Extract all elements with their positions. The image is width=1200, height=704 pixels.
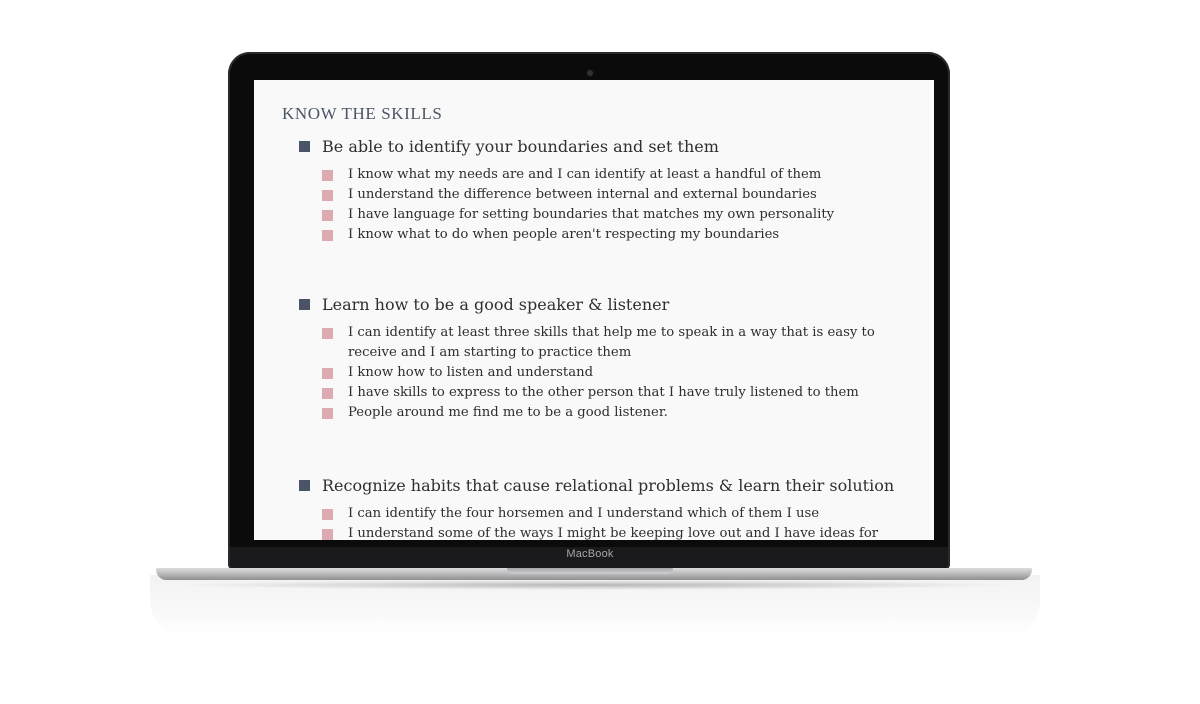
- checklist-item-text: I know what to do when people aren't respecting my boundaries: [348, 227, 780, 242]
- square-bullet-icon: [299, 480, 310, 491]
- square-bullet-icon: [299, 141, 310, 152]
- checkbox-square-icon: [322, 230, 333, 241]
- checklist-item: [322, 383, 922, 403]
- section-relational-habits: [282, 473, 922, 540]
- checklist: [282, 504, 922, 540]
- webcam: [587, 70, 593, 76]
- checkbox-square-icon: [322, 368, 333, 379]
- section-speaker-listener: [282, 292, 922, 423]
- section-title-text: Be able to identify your boundaries and set them: [322, 136, 719, 156]
- section-title: [299, 473, 922, 497]
- checklist-item-text: People around me find me to be a good listener.: [348, 405, 668, 420]
- section-title: [299, 292, 922, 316]
- checklist-item: [322, 363, 922, 383]
- laptop-screen: [254, 80, 934, 540]
- brand-label: MacBook: [566, 548, 614, 560]
- slide-heading: KNOW THE SKILLS: [282, 104, 443, 123]
- checklist-item-text: I know what my needs are and I can identify at least a handful of them: [348, 167, 822, 182]
- slide-content: [282, 104, 922, 540]
- checkbox-square-icon: [322, 170, 333, 181]
- checklist-item: [322, 225, 922, 245]
- checkbox-square-icon: [322, 408, 333, 419]
- lid-opening-notch: [507, 568, 673, 574]
- checklist-item: [322, 403, 922, 423]
- checkbox-square-icon: [322, 509, 333, 520]
- checklist-item: [322, 323, 922, 363]
- checkbox-square-icon: [322, 388, 333, 399]
- checklist-item: [322, 504, 922, 524]
- checklist-item-text: I understand the difference between internal and external boundaries: [348, 187, 817, 202]
- checklist: [282, 165, 922, 245]
- checkbox-square-icon: [322, 529, 333, 540]
- checkbox-square-icon: [322, 190, 333, 201]
- checklist-item-text: I have skills to express to the other person that I have truly listened to them: [348, 385, 859, 400]
- section-title-text: Recognize habits that cause relational problems & learn their solution: [322, 475, 895, 495]
- checklist-item-text: I have language for setting boundaries that matches my own personality: [348, 207, 835, 222]
- checklist-item-text: I understand some of the ways I might be keeping love out and I have ideas for: [348, 526, 879, 540]
- checkbox-square-icon: [322, 328, 333, 339]
- checklist-item: [322, 524, 922, 540]
- checklist-item-text: I know how to listen and understand: [348, 365, 594, 380]
- checkbox-square-icon: [322, 210, 333, 221]
- checklist-item: [322, 165, 922, 185]
- checklist-item: [322, 185, 922, 205]
- checklist-item-text: I can identify the four horsemen and I understand which of them I use: [348, 506, 820, 521]
- base-shadow: [175, 580, 1015, 590]
- section-boundaries: [282, 134, 922, 245]
- checklist: [282, 323, 922, 423]
- section-title: [299, 134, 922, 158]
- checklist-item-text: I can identify at least three skills that help me to speak in a way that is easy to receive and I am starting to practice them: [348, 325, 875, 360]
- section-title-text: Learn how to be a good speaker & listener: [322, 294, 670, 314]
- square-bullet-icon: [299, 299, 310, 310]
- checklist-item: [322, 205, 922, 225]
